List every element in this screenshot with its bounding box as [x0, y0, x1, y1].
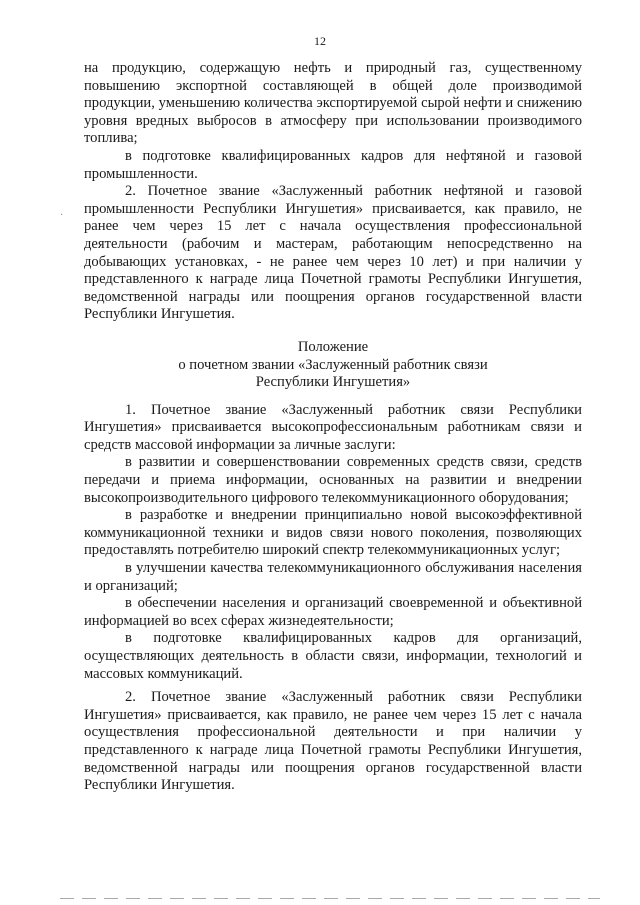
section-title-line1: Положение [297, 338, 369, 355]
paragraph-oil-title-conditions: 2. Почетное звание «Заслуженный работник нефтяной и газовой промышленности Республики Ингушетия» присваивается, как правило, не ранее чем через 15 лет с начала осуществления профессиональной деятельности (рабочим и мастерам, работающим непосредственно на добывающих установках, - не ранее чем через 10 лет) и при наличии у представленного к награде лица Почетной грамоты Республики Ингушетия, ведомственной награды или поощрения органов государственной власти Республики Ингушетия. [84, 183, 582, 323]
paragraph-oil-continuation: на продукцию, содержащую нефть и природный газ, существенному повышению экспортной составляющей в общей доле производимой продукции, уменьшению количества экспортируемой сырой нефти и снижению уровня вредных выбросов в атмосферу при использовании производимого топлива; [84, 60, 582, 147]
paragraph-comm-information: в обеспечении населения и организаций своевременной и объективной информацией во всех сферах жизнедеятельности; [84, 595, 582, 629]
scan-bottom-edge [60, 898, 600, 899]
paragraph-comm-development: в развитии и совершенствовании современных средств связи, средств передачи и приема информации, основанных на развитии и внедрении высокопроизводительного цифрового телекоммуникационного оборудования; [84, 454, 582, 506]
paragraph-comm-1: 1. Почетное звание «Заслуженный работник связи Республики Ингушетия» присваивается высокопрофессиональным работникам связи и средств массовой информации за личные заслуги: [84, 401, 582, 453]
paragraph-oil-personnel: в подготовке квалифицированных кадров для нефтяной и газовой промышленности. [84, 147, 582, 182]
document-body [84, 60, 582, 795]
page-number: 12 [314, 34, 326, 48]
section-title-line2: о почетном звании «Заслуженный работник связи [178, 356, 488, 373]
paragraph-comm-quality: в улучшении качества телекоммуникационного обслуживания населения и организаций; [84, 560, 582, 594]
paragraph-comm-2: 2. Почетное звание «Заслуженный работник связи Республики Ингушетия» присваивается, как правило, не ранее чем через 15 лет с начала осуществления профессиональной деятельности и при наличии у представленного к награде лица Почетной грамоты Республики Ингушетия, ведомственной награды или поощрения органов государственной власти Республики Ингушетия. [84, 689, 582, 794]
paragraph-comm-innovation: в разработке и внедрении принципиально новой высокоэффективной коммуникационной техники и видов связи нового поколения, позволяющих предоставлять потребителю широкий спектр телекоммуникационных услуг; [84, 507, 582, 559]
section-title [84, 339, 582, 392]
scan-artifact: · [60, 210, 64, 221]
section-title-line3: Республики Ингушетия» [255, 374, 411, 391]
paragraph-comm-personnel: в подготовке квалифицированных кадров для организаций, осуществляющих деятельность в области связи, информации, технологий и массовых коммуникаций. [84, 630, 582, 682]
